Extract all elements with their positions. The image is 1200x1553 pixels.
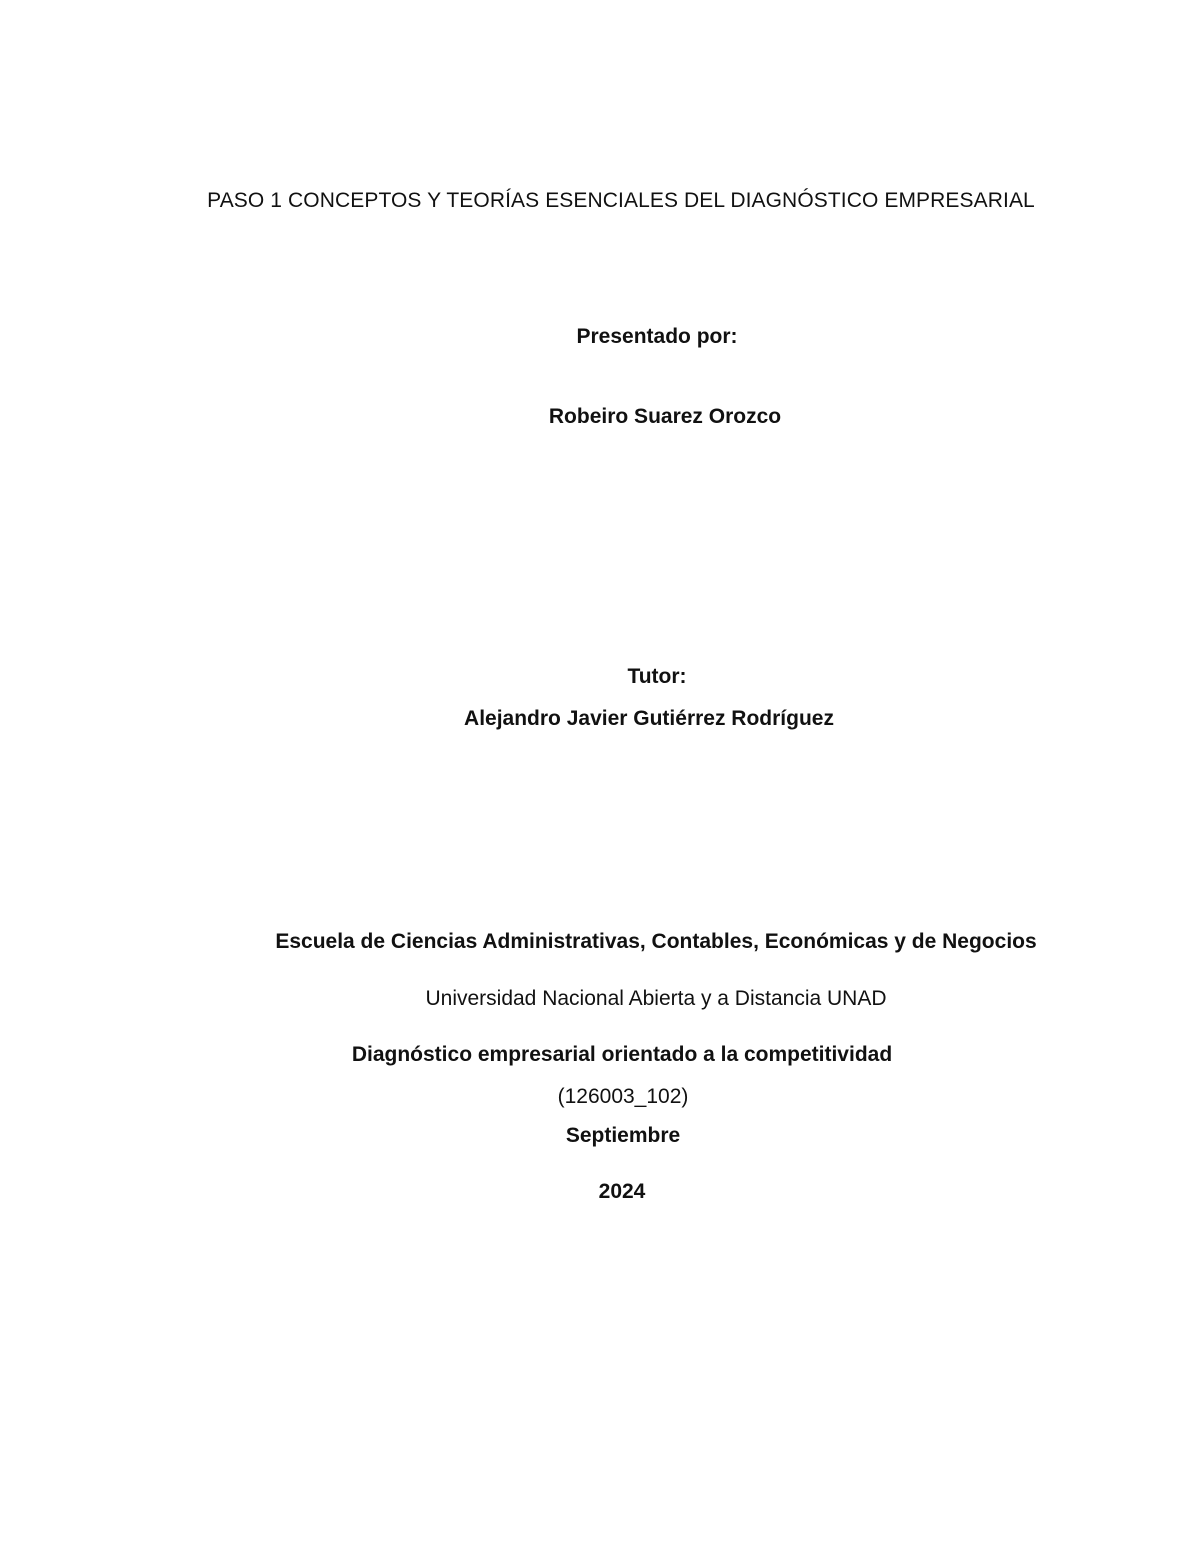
university-name: Universidad Nacional Abierta y a Distancia UNAD [425,987,887,1010]
date-month: Septiembre [565,1124,681,1147]
course-name: Diagnóstico empresarial orientado a la competitividad [351,1043,893,1066]
course-code: (126003_102) [557,1085,689,1108]
author-name: Robeiro Suarez Orozco [548,405,782,428]
presented-by-label: Presentado por: [576,325,738,348]
tutor-label: Tutor: [627,665,687,688]
school-name: Escuela de Ciencias Administrativas, Contables, Económicas y de Negocios [275,930,1037,953]
document-title: PASO 1 CONCEPTOS Y TEORÍAS ESENCIALES DEL DIAGNÓSTICO EMPRESARIAL [207,189,1035,212]
tutor-name: Alejandro Javier Gutiérrez Rodríguez [464,707,834,730]
date-year: 2024 [598,1180,646,1203]
